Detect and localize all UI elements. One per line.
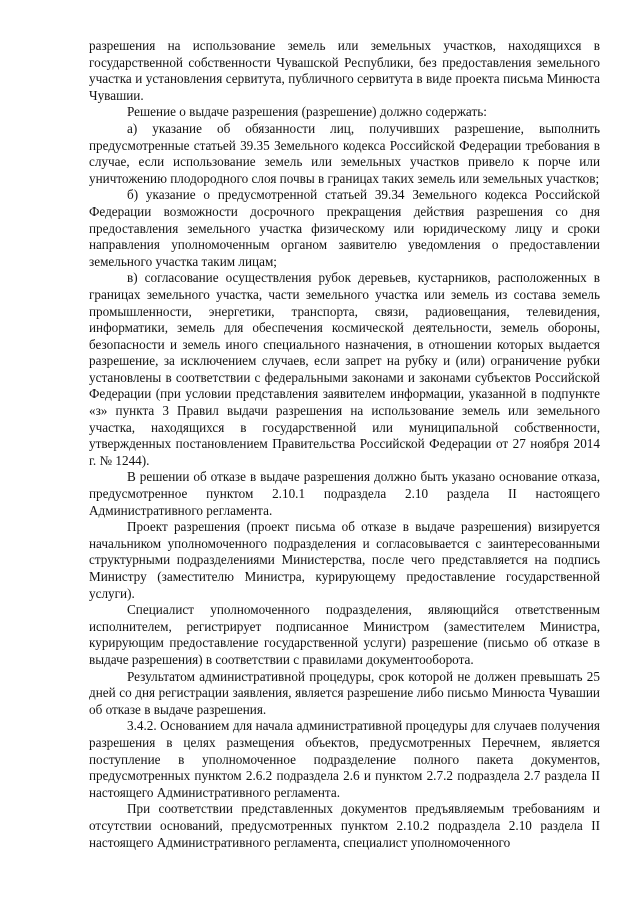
paragraph-refusal-basis: В решении об отказе в выдаче разрешения должно быть указано основание отказа, предусмотренное пунктом 2.10.1 подраздела 2.10 раздела II настоящего Административного регламента. [89, 469, 600, 518]
paragraph-section-3-4-2: 3.4.2. Основанием для начала административной процедуры для случаев получения разрешения в целях размещения объектов, предусмотренных Перечнем, является поступление в уполномоченное подразделение полного пакета документов, предусмотренных пунктом 2.6.2 подраздела 2.6 и пунктом 2.7.2 подраздела 2.7 раздела II настоящего Административного регламента. [89, 718, 600, 800]
paragraph-registration: Специалист уполномоченного подразделения, являющийся ответственным исполнителем, регистрирует подписанное Министром (заместителем Министра, курирующим предоставление государственной услуги) разрешение (письмо об отказе в выдаче разрешения) в соответствии с правилами документооборота. [89, 602, 600, 667]
paragraph-compliance: При соответствии представленных документов предъявляемым требованиям и отсутствии оснований, предусмотренных пунктом 2.10.2 подраздела 2.10 раздела II настоящего Административного регламента, специалист уполномоченного [89, 801, 600, 850]
paragraph-draft-approval: Проект разрешения (проект письма об отказе в выдаче разрешения) визируется начальником уполномоченного подразделения и согласовывается с заинтересованными структурными подразделениями Министерства, после чего представляется на подпись Министру (заместителю Министра, курирующему предоставление государственной услуги). [89, 519, 600, 601]
paragraph-continuation: разрешения на использование земель или земельных участков, находящихся в государственной собственности Чувашской Республики, без предоставления земельного участка и установления сервитута, публичного сервитута в виде проекта письма Минюста Чувашии. [89, 38, 600, 103]
paragraph-item-b: б) указание о предусмотренной статьей 39.34 Земельного кодекса Российской Федерации возможности досрочного прекращения действия разрешения со дня предоставления земельного участка физическому или юридическому лицу и сроки направления уполномоченным органом заявителю уведомления о предоставлении земельного участка таким лицам; [89, 187, 600, 269]
paragraph-result: Результатом административной процедуры, срок которой не должен превышать 25 дней со дня регистрации заявления, является разрешение либо письмо Минюста Чувашии об отказе в выдаче разрешения. [89, 668, 600, 717]
document-page [89, 38, 600, 851]
paragraph-item-a: а) указание об обязанности лиц, получивших разрешение, выполнить предусмотренные статьей 39.35 Земельного кодекса Российской Федерации требования в случае, если использование земель или земельных участков привело к порче или уничтожению плодородного слоя почвы в границах таких земель или земельных участков; [89, 120, 600, 186]
paragraph-decision-content: Решение о выдаче разрешения (разрешение) должно содержать: [127, 104, 487, 120]
paragraph-item-v: в) согласование осуществления рубок деревьев, кустарников, расположенных в границах земельного участка, части земельного участка или земель из состава земель промышленности, энергетики, транспорта, связи, радиовещания, телевидения, информатики, земель для обеспечения космической деятельности, земель обороны, безопасности и земель иного специального назначения, в отношении которых выдается разрешение, за исключением случаев, если запрет на рубку и (или) ограничение рубки установлены в соответствии с федеральными законами и законами субъектов Российской Федерации (при условии представления заявителем информации, указанной в подпункте «з» пункта 3 Правил выдачи разрешения на использование земель или земельного участка, находящихся в государственной или муниципальной собственности, утвержденных постановлением Правительства Российской Федерации от 27 ноября 2014 г. № 1244). [89, 270, 600, 468]
